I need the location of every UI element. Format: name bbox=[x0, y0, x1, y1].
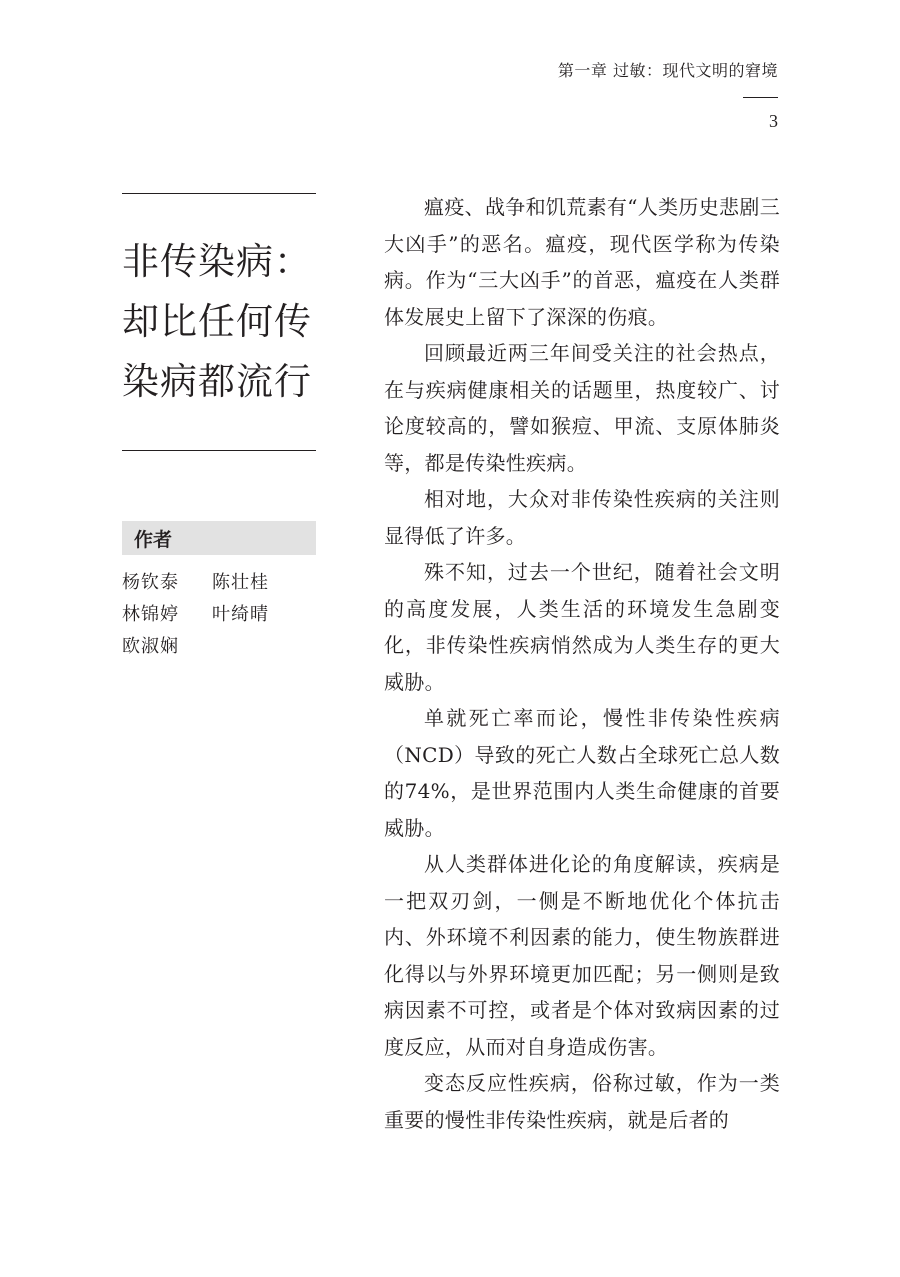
body-paragraph: 回顾最近两三年间受关注的社会热点，在与疾病健康相关的话题里，热度较广、讨论度较高的，譬如猴痘、甲流、支原体肺炎等，都是传染性疾病。 bbox=[384, 341, 780, 475]
author-name: 叶绮晴 bbox=[212, 604, 269, 625]
authors-label: 作者 bbox=[134, 528, 173, 551]
body-paragraph: 变态反应性疾病，俗称过敏，作为一类重要的慢性非传染性疾病，就是后者的 bbox=[384, 1071, 780, 1132]
author-list bbox=[122, 567, 316, 663]
running-header: 第一章 过敏：现代文明的窘境 bbox=[557, 61, 778, 80]
title-bottom-rule bbox=[122, 450, 316, 451]
body-text bbox=[384, 189, 780, 1138]
body-paragraph: 瘟疫、战争和饥荒素有“人类历史悲剧三大凶手”的恶名。瘟疫，现代医学称为传染病。作为“三大凶手”的首恶，瘟疫在人类群体发展史上留下了深深的伤痕。 bbox=[384, 195, 780, 329]
header-rule bbox=[743, 97, 778, 98]
author-name: 林锦婷 bbox=[122, 604, 179, 625]
body-paragraph: 单就死亡率而论，慢性非传染性疾病（NCD）导致的死亡人数占全球死亡总人数的74%，是世界范围内人类生命健康的首要威胁。 bbox=[384, 706, 780, 840]
chapter-title bbox=[122, 194, 316, 450]
authors-label-box bbox=[122, 521, 316, 555]
page-number: 3 bbox=[769, 111, 778, 131]
author-name: 杨钦泰 bbox=[122, 572, 179, 593]
author-name: 陈壮桂 bbox=[212, 572, 269, 593]
chapter-sidebar bbox=[122, 193, 316, 663]
chapter-title-line: 非传染病： bbox=[122, 240, 312, 283]
chapter-title-line: 却比任何传 bbox=[122, 300, 312, 343]
body-paragraph: 殊不知，过去一个世纪，随着社会文明的高度发展，人类生活的环境发生急剧变化，非传染性疾病悄然成为人类生存的更大威胁。 bbox=[384, 560, 780, 694]
chapter-title-line: 染病都流行 bbox=[122, 360, 312, 403]
body-paragraph: 从人类群体进化论的角度解读，疾病是一把双刃剑，一侧是不断地优化个体抗击内、外环境不利因素的能力，使生物族群进化得以与外界环境更加匹配；另一侧则是致病因素不可控，或者是个体对致病因素的过度反应，从而对自身造成伤害。 bbox=[384, 852, 780, 1059]
author-name: 欧淑娴 bbox=[122, 636, 179, 657]
body-paragraph: 相对地，大众对非传染性疾病的关注则显得低了许多。 bbox=[384, 487, 780, 548]
